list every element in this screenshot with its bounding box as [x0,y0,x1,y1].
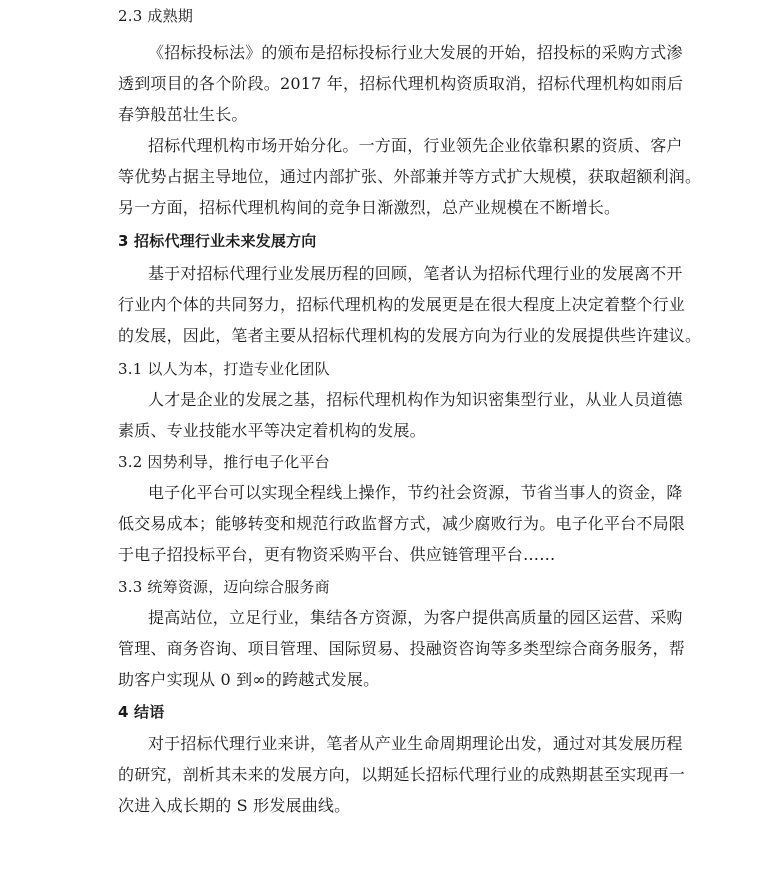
section-heading-3-3: 3.3 统筹资源，迈向综合服务商 [118,578,330,596]
paragraph-line: 的发展，因此，笔者主要从招标代理机构的发展方向为行业的发展提供些许建议。 [118,326,702,345]
paragraph-line: 另一方面，招标代理机构间的竞争日渐激烈，总产业规模在不断增长。 [118,198,621,217]
paragraph-line: 等优势占据主导地位，通过内部扩张、外部兼并等方式扩大规模，获取超额利润。 [118,167,702,186]
paragraph-line: 低交易成本；能够转变和规范行政监督方式，减少腐败行为。电子化平台不局限 [118,514,686,533]
paragraph-line: 于电子招投标平台，更有物资采购平台、供应链管理平台…… [118,545,556,564]
section-heading-4: 4 结语 [118,703,165,721]
paragraph-line: 管理、商务咨询、项目管理、国际贸易、投融资咨询等多类型综合商务服务，帮 [118,639,686,658]
paragraph-line: 助客户实现从 0 到∞的跨越式发展。 [118,670,380,689]
paragraph-line: 电子化平台可以实现全程线上操作，节约社会资源，节省当事人的资金，降 [148,483,683,502]
paragraph-line: 透到项目的各个阶段。2017 年，招标代理机构资质取消，招标代理机构如雨后 [118,74,684,93]
section-heading-2-3: 2.3 成熟期 [118,7,194,25]
paragraph-line: 人才是企业的发展之基，招标代理机构作为知识密集型行业，从业人员道德 [148,390,683,409]
section-heading-3-1: 3.1 以人为本，打造专业化团队 [118,360,330,378]
paragraph-line: 对于招标代理行业来讲，笔者从产业生命周期理论出发，通过对其发展历程 [148,734,683,753]
paragraph-line: 基于对招标代理行业发展历程的回顾，笔者认为招标代理行业的发展离不开 [148,264,683,283]
section-heading-3-2: 3.2 因势利导，推行电子化平台 [118,453,330,471]
paragraph-line: 春笋般茁壮生长。 [118,105,248,124]
paragraph-line: 提高站位，立足行业，集结各方资源，为客户提供高质量的园区运营、采购 [148,608,683,627]
paragraph-line: 行业内个体的共同努力，招标代理机构的发展更是在很大程度上决定着整个行业 [118,295,686,314]
paragraph-line: 《招标投标法》的颁布是招标投标行业大发展的开始，招投标的采购方式渗 [148,43,683,62]
paragraph-line: 招标代理机构市场开始分化。一方面，行业领先企业依靠积累的资质、客户 [148,136,683,155]
paragraph-line: 次进入成长期的 S 形发展曲线。 [118,796,351,815]
section-heading-3: 3 招标代理行业未来发展方向 [118,232,317,250]
paragraph-line: 的研究，剖析其未来的发展方向，以期延长招标代理行业的成熟期甚至实现再一 [118,765,686,784]
paragraph-line: 素质、专业技能水平等决定着机构的发展。 [118,421,426,440]
